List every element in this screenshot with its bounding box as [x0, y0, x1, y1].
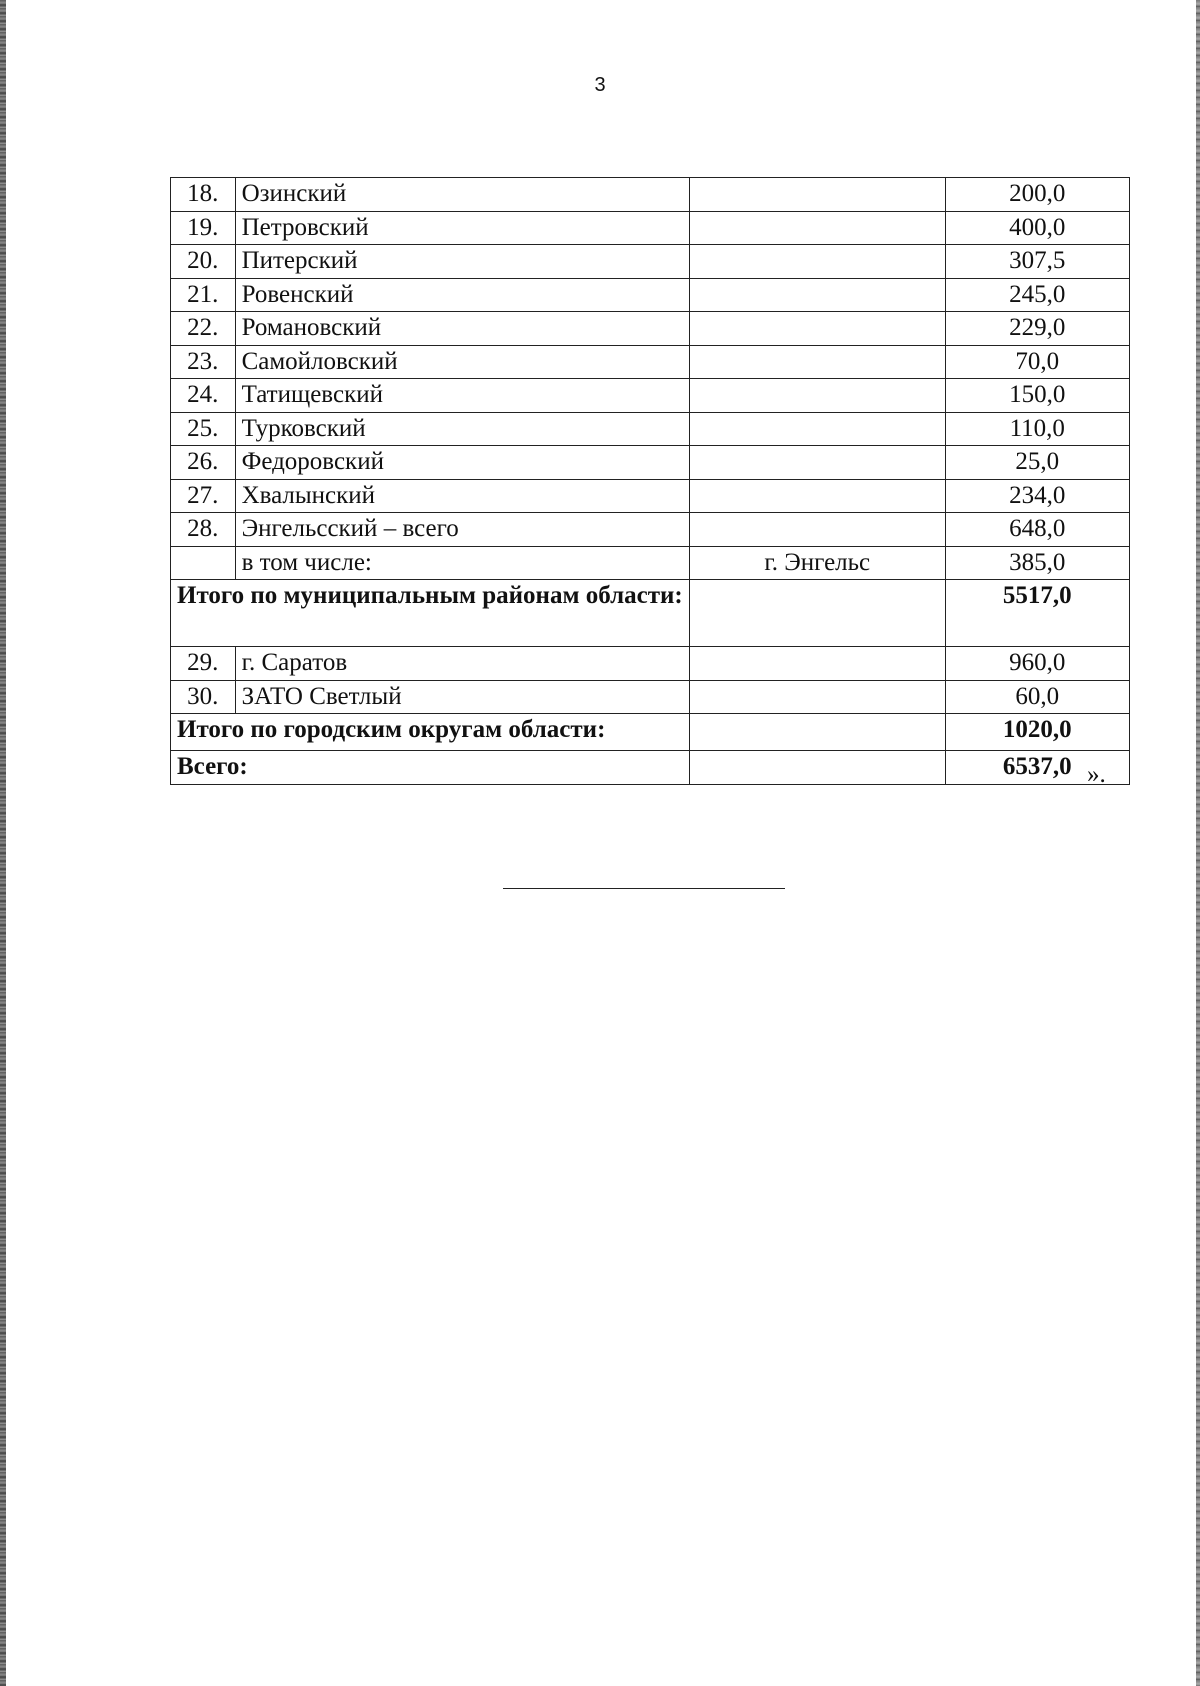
district-name: в том числе:: [235, 546, 689, 580]
district-name: ЗАТО Светлый: [235, 680, 689, 714]
subtotal-urban-row: [171, 714, 1130, 751]
row-number: 26.: [171, 446, 236, 480]
district-name: Озинский: [235, 178, 689, 212]
row-number: 25.: [171, 412, 236, 446]
city-cell: [689, 178, 945, 212]
table-row: [171, 446, 1130, 480]
city-cell: [689, 647, 945, 681]
subtotal-label: Итого по муниципальным районам области:: [171, 580, 690, 647]
city-cell: [689, 513, 945, 547]
city-cell: [689, 245, 945, 279]
table-row: [171, 178, 1130, 212]
amount-cell: 245,0: [945, 278, 1129, 312]
city-cell: [689, 278, 945, 312]
table-row: [171, 278, 1130, 312]
table-row: [171, 312, 1130, 346]
table-row: [171, 513, 1130, 547]
district-name: Самойловский: [235, 345, 689, 379]
district-name: Петровский: [235, 211, 689, 245]
city-cell: [689, 751, 945, 785]
amount-cell: 150,0: [945, 379, 1129, 413]
scan-edge-right: [1196, 0, 1200, 1686]
amount-cell: 110,0: [945, 412, 1129, 446]
city-cell: [689, 211, 945, 245]
subtotal-label: Итого по городским округам области:: [171, 714, 690, 751]
row-number: 28.: [171, 513, 236, 547]
table-row: [171, 211, 1130, 245]
page-number: 3: [594, 74, 606, 96]
scan-edge-left: [0, 0, 6, 1686]
city-cell: [689, 714, 945, 751]
city-cell: [689, 345, 945, 379]
city-cell: [689, 446, 945, 480]
row-number: 24.: [171, 379, 236, 413]
amount-cell: 234,0: [945, 479, 1129, 513]
district-name: Энгельсский – всего: [235, 513, 689, 547]
district-name: г. Саратов: [235, 647, 689, 681]
district-name: Турковский: [235, 412, 689, 446]
table-row-breakdown: [171, 546, 1130, 580]
total-row: [171, 751, 1130, 785]
amount-cell: 307,5: [945, 245, 1129, 279]
row-number: 20.: [171, 245, 236, 279]
row-number: 30.: [171, 680, 236, 714]
amount-cell: 648,0: [945, 513, 1129, 547]
subtotal-municipal-row: [171, 580, 1130, 647]
total-amount: 6537,0: [945, 751, 1129, 785]
city-cell: [689, 479, 945, 513]
city-cell: [689, 379, 945, 413]
district-name: Питерский: [235, 245, 689, 279]
district-name: Романовский: [235, 312, 689, 346]
end-rule: [503, 888, 785, 889]
row-number: 19.: [171, 211, 236, 245]
district-name: Ровенский: [235, 278, 689, 312]
subtotal-amount: 5517,0: [945, 580, 1129, 647]
allocation-table: [170, 177, 1130, 785]
table-row: [171, 680, 1130, 714]
table-row: [171, 245, 1130, 279]
table-row: [171, 379, 1130, 413]
closing-quote: ».: [1087, 761, 1106, 788]
total-label: Всего:: [171, 751, 690, 785]
amount-cell: 60,0: [945, 680, 1129, 714]
city-cell: [689, 580, 945, 647]
amount-cell: 70,0: [945, 345, 1129, 379]
row-number: 21.: [171, 278, 236, 312]
amount-cell: 200,0: [945, 178, 1129, 212]
district-name: Татищевский: [235, 379, 689, 413]
district-name: Хвалынский: [235, 479, 689, 513]
amount-cell: 400,0: [945, 211, 1129, 245]
row-number: 22.: [171, 312, 236, 346]
amount-cell: 25,0: [945, 446, 1129, 480]
table-row: [171, 345, 1130, 379]
district-name: Федоровский: [235, 446, 689, 480]
table-row: [171, 647, 1130, 681]
city-cell: [689, 412, 945, 446]
row-number: 23.: [171, 345, 236, 379]
row-number: [171, 546, 236, 580]
row-number: 27.: [171, 479, 236, 513]
amount-cell: 385,0: [945, 546, 1129, 580]
row-number: 18.: [171, 178, 236, 212]
amount-cell: 229,0: [945, 312, 1129, 346]
row-number: 29.: [171, 647, 236, 681]
subtotal-amount: 1020,0: [945, 714, 1129, 751]
table-row: [171, 479, 1130, 513]
amount-cell: 960,0: [945, 647, 1129, 681]
city-cell: г. Энгельс: [689, 546, 945, 580]
table-row: [171, 412, 1130, 446]
city-cell: [689, 680, 945, 714]
city-cell: [689, 312, 945, 346]
